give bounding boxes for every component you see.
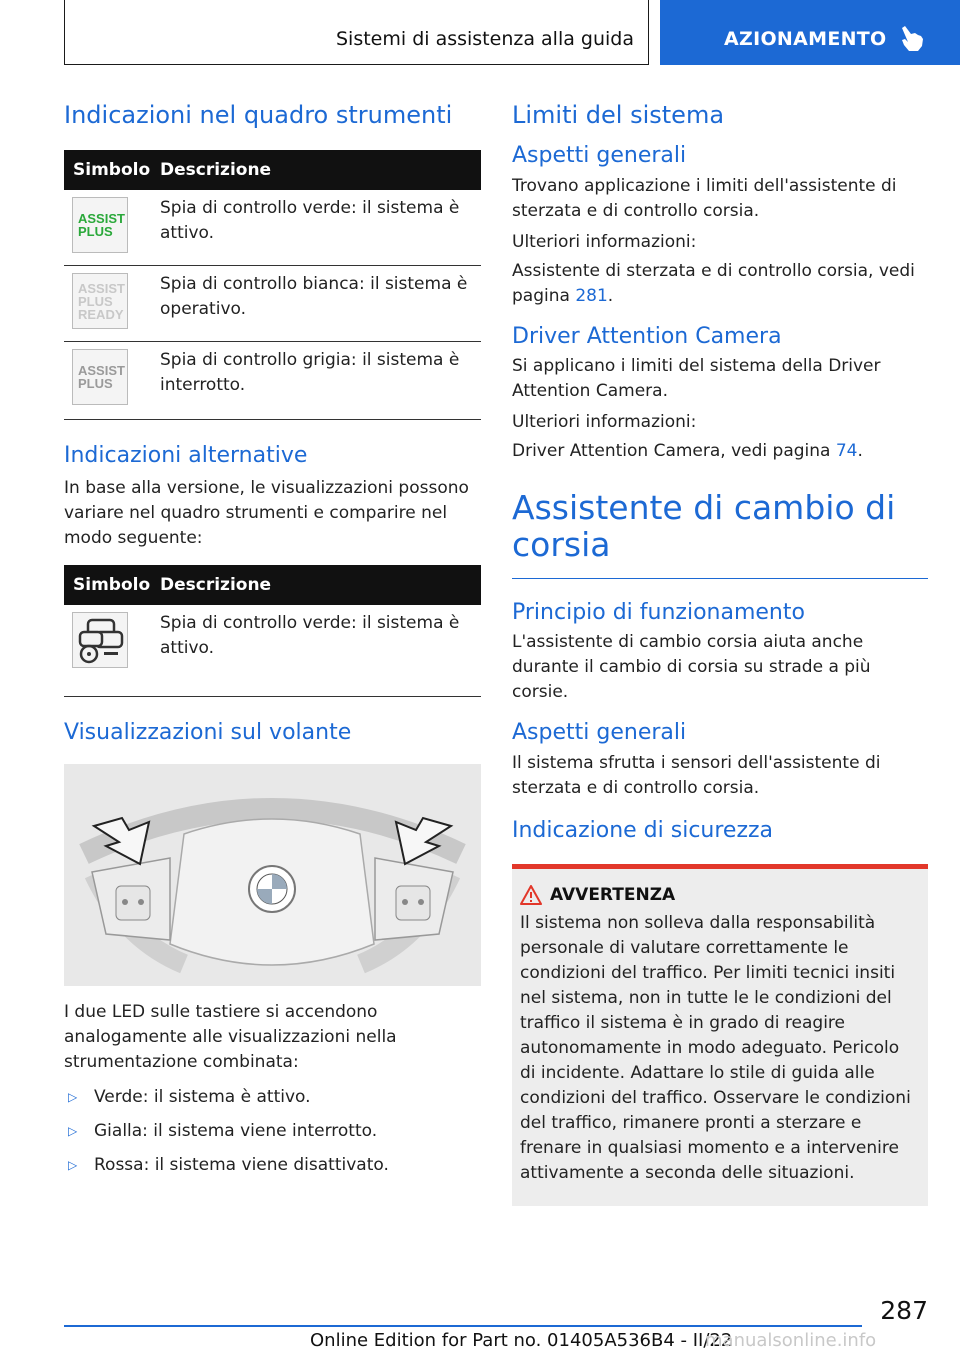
paragraph-principle: L'assistente di cambio corsia aiuta anche durante il cambio di corsia su strade a più corsie. <box>512 632 871 703</box>
heading-steering-wheel: Visualizzazioni sul volante <box>64 719 352 745</box>
paragraph-more-info: Ulteriori informazioni: <box>512 231 697 252</box>
list-item: ▷ Gialla: il sistema viene interrotto. <box>64 1119 481 1144</box>
cars-steering-icon <box>72 612 128 668</box>
triangle-bullet-icon: ▷ <box>68 1158 78 1172</box>
col-symbol: Simbolo <box>73 160 151 180</box>
table-row <box>64 342 481 420</box>
assist-plus-ready-icon: ASSIST PLUS READY <box>72 273 128 329</box>
edition-text: Online Edition for Part no. 01405A536B4 - II/22 <box>310 1330 733 1351</box>
indicator-table <box>64 150 481 420</box>
paragraph-alternative: In base alla versione, le visualizzazioni possono variare nel quadro strumenti e comparire nel modo seguente: <box>64 477 469 548</box>
heading-principle: Principio di funzionamento <box>512 599 805 625</box>
assist-plus-grey-icon: ASSIST PLUS <box>72 349 128 405</box>
watermark-text: manualsonline.info <box>705 1330 877 1351</box>
heading-safety: Indicazione di sicurezza <box>512 817 774 843</box>
page-link[interactable]: 281 <box>575 285 608 306</box>
page-number: 287 <box>880 1296 928 1325</box>
steering-wheel-image <box>64 764 481 986</box>
right-column <box>512 100 928 1206</box>
list-item: ▷ Verde: il sistema è attivo. <box>64 1085 481 1110</box>
list-item: ▷ Rossa: il sistema viene disattivato. <box>64 1153 481 1178</box>
table-row <box>64 190 481 266</box>
table-header <box>64 150 481 190</box>
page-link[interactable]: 74 <box>835 441 858 461</box>
paragraph-general-2: Il sistema sfrutta i sensori dell'assistente di sterzata e di controllo corsia. <box>512 752 881 798</box>
heading-alternative: Indicazioni alternative <box>64 443 308 468</box>
section-title: Sistemi di assistenza alla guida <box>335 28 634 50</box>
triangle-bullet-icon: ▷ <box>68 1090 78 1104</box>
triangle-bullet-icon: ▷ <box>68 1124 78 1138</box>
section-rule <box>512 578 928 579</box>
warning-header <box>520 885 916 905</box>
col-symbol: Simbolo <box>73 574 151 595</box>
paragraph-more-info: Ulteriori informazioni: <box>512 412 697 432</box>
chapter-title: AZIONAMENTO <box>724 28 887 50</box>
paragraph-reference: Driver Attention Camera, vedi pagina 74. <box>512 441 863 461</box>
left-column <box>64 100 481 1187</box>
alternative-table <box>64 565 481 697</box>
heading-driver-attention: Driver Attention Camera <box>512 323 782 349</box>
col-description: Descrizione <box>160 574 272 595</box>
heading-general-aspects: Aspetti generali <box>512 143 687 168</box>
heading-system-limits: Limiti del sistema <box>512 101 725 129</box>
row-description: Spia di controllo verde: il sistema è attivo. <box>160 198 460 243</box>
footer-rule <box>64 1325 862 1327</box>
row-description: Spia di controllo verde: il sistema è attivo. <box>160 612 460 658</box>
chapter-tab[interactable] <box>660 0 960 65</box>
paragraph-reference: Assistente di sterzata e di controllo corsia, vedi pagina 281. <box>512 260 915 306</box>
warning-title: AVVERTENZA <box>550 885 676 906</box>
assist-plus-green-icon: ASSIST PLUS <box>72 197 128 253</box>
row-description: Spia di controllo grigia: il sistema è interrotto. <box>160 350 460 395</box>
col-description: Descrizione <box>160 160 272 180</box>
table-row <box>64 266 481 342</box>
heading-lane-change: Assistente di cambio di corsia <box>512 488 896 564</box>
paragraph-driver-attention: Si applicano i limiti del sistema della Driver Attention Camera. <box>512 356 881 401</box>
heading-cluster-indicators: Indicazioni nel quadro strumenti <box>64 101 453 129</box>
paragraph-general: Trovano applicazione i limiti dell'assistente di sterzata e di controllo corsia. <box>512 175 897 221</box>
heading-general-aspects-2: Aspetti generali <box>512 720 687 746</box>
warning-box <box>512 864 928 1206</box>
warning-triangle-icon <box>520 885 542 905</box>
table-header <box>64 565 481 605</box>
warning-text: Il sistema non solleva dalla responsabilità personale di valutare correttamente le condizioni del traffico. Per limiti tecnici insiti nel sistema, non in tutte le le condizioni del traffico il sistema è in grado di reagire autonomamente in modo adeguato. Pericolo di incidente. Adattare lo stile di guida alle condizioni del traffico. Osservare le condizioni del traffico, rimanere pronti a sterzare e frenare in qualsiasi momento e a intervenire attivamente a seconda delle situazioni. <box>520 913 911 1184</box>
table-row <box>64 605 481 697</box>
hand-pointer-icon <box>896 24 926 54</box>
paragraph-steering-wheel: I due LED sulle tastiere si accendono analogamente alle visualizzazioni nella strumentazione combinata: <box>64 1002 397 1072</box>
led-status-list <box>64 1085 481 1178</box>
header-left-box <box>64 0 649 65</box>
row-description: Spia di controllo bianca: il sistema è operativo. <box>160 274 468 319</box>
